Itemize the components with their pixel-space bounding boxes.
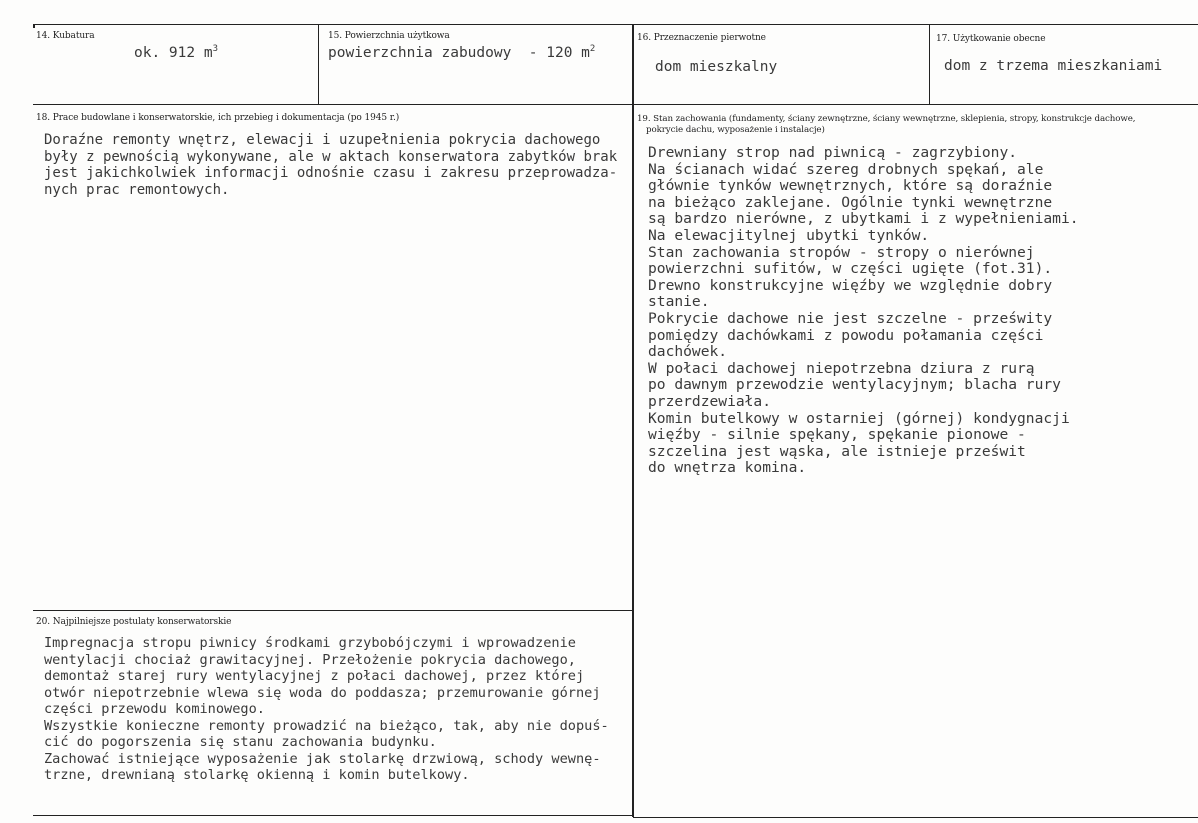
bottom-border-line xyxy=(33,815,633,816)
left-border-line xyxy=(33,24,35,28)
uzytkowanie-label: 17. Użytkowanie obecne xyxy=(936,34,1046,44)
top-border-line xyxy=(33,24,1198,25)
postulaty-label: 20. Najpilniejsze postulaty konserwatorskie xyxy=(36,617,232,627)
stan-line: pomiędzy dachówkami z powodu połamania części xyxy=(648,326,1044,344)
postulaty-line: Zachować istniejące wyposażenie jak stolarkę drzwiową, schody wewnę- xyxy=(44,750,601,767)
prace-line: jest jakichkolwiek informacji odnośnie czasu i zakresu przeprowadza- xyxy=(44,165,618,181)
prace-label: 18. Prace budowlane i konserwatorskie, ich przebieg i dokumentacja (po 1945 r.) xyxy=(36,113,400,123)
powierzchnia-unit-exponent: 2 xyxy=(589,44,596,54)
przeznaczenie-value: dom mieszkalny xyxy=(655,59,778,75)
stan-line: Pokrycie dachowe nie jest szczelne - prześwity xyxy=(648,309,1053,327)
postulaty-line: Wszystkie konieczne remonty prowadzić na bieżąco, tak, aby nie dopuś- xyxy=(44,717,609,734)
kubatura-unit-exponent: 3 xyxy=(212,44,218,54)
kubatura-value-text: ok. 912 m xyxy=(134,45,213,61)
przeznaczenie-label: 16. Przeznaczenie pierwotne xyxy=(637,33,766,43)
divider-15-16-main xyxy=(632,24,634,817)
postulaty-text xyxy=(44,635,609,784)
powierzchnia-label: 15. Powierzchnia użytkowa xyxy=(328,31,450,41)
stan-line: Komin butelkowy w ostarniej (górnej) kondygnacji xyxy=(648,409,1070,427)
uzytkowanie-value: dom z trzema mieszkaniami xyxy=(944,58,1163,74)
powierzchnia-value xyxy=(328,45,595,61)
prace-text xyxy=(44,132,617,198)
stan-line: Drewniany strop nad piwnicą - zagrzybiony. xyxy=(648,144,1018,161)
stan-line: na bieżąco zaklejane. Ogólnie tynki wewnętrzne xyxy=(648,193,1053,211)
kubatura-label: 14. Kubatura xyxy=(36,31,95,41)
stan-label-line1: 19. Stan zachowania (fundamenty, ściany zewnętrzne, ściany wewnętrzne, sklepienia, stropy, konstrukcje dachowe, xyxy=(637,114,1136,124)
postulaty-line: części przewodu kominowego. xyxy=(44,701,265,717)
prace-line: były z pewnością wykonywane, ale w aktach konserwatora zabytków brak xyxy=(44,148,618,165)
powierzchnia-value-text: powierzchnia zabudowy - 120 m xyxy=(328,45,590,61)
postulaty-line: wentylacji chociaż grawitacyjnej. Przełożenie pokrycia dachowego, xyxy=(44,651,576,668)
stan-line: głównie tynków wewnętrznych, które są doraźnie xyxy=(648,177,1053,195)
stan-text xyxy=(648,145,1079,477)
postulaty-line: otwór niepotrzebnie wlewa się woda do poddasza; przemurowanie górnej xyxy=(44,684,601,701)
postulaty-line: demontaż starej rury wentylacyjnej z połaci dachowej, przez której xyxy=(44,668,585,684)
stan-line: po dawnym przewodzie wentylacyjnym; blacha rury xyxy=(648,376,1061,394)
stan-line: dachówek. xyxy=(648,343,728,361)
postulaty-line: cić do pogorszenia się stanu zachowania budynku. xyxy=(44,734,437,750)
bottom-right-border-line xyxy=(633,817,1198,818)
stan-line: stanie. xyxy=(648,293,710,311)
stan-line: Na elewacjitylnej ubytki tynków. xyxy=(648,226,930,244)
postulaty-line: trzne, drewnianą stolarkę okienną i komin butelkowy. xyxy=(44,767,470,783)
divider-14-15 xyxy=(318,24,319,104)
stan-line: szczelina jest wąska, ale istnieje prześwit xyxy=(648,442,1026,460)
stan-line: do wnętrza komina. xyxy=(648,459,807,477)
stan-line: więźby - silnie spękany, spękanie pionowe - xyxy=(648,426,1026,444)
stan-line: Stan zachowania stropów - stropy o nierównej xyxy=(648,243,1035,261)
stan-line: powierzchni sufitów, w części ugięte (fot.31). xyxy=(648,260,1053,278)
section18-bottom-line xyxy=(33,610,633,611)
divider-16-17 xyxy=(929,24,930,104)
stan-line: przerdzewiała. xyxy=(648,392,772,410)
prace-line: nych prac remontowych. xyxy=(44,181,230,198)
stan-label-line2: pokrycie dachu, wyposażenie i instalacje) xyxy=(646,125,825,135)
prace-line: Doraźne remonty wnętrz, elewacji i uzupełnienia pokrycia dachowego xyxy=(44,132,601,148)
row1-bottom-line xyxy=(33,104,1198,105)
stan-line: Na ścianach widać szereg drobnych spękań, ale xyxy=(648,160,1044,178)
stan-line: W połaci dachowej niepotrzebna dziura z rurą xyxy=(648,359,1035,377)
stan-line: są bardzo nierówne, z ubytkami i z wypełnieniami. xyxy=(648,210,1079,228)
postulaty-line: Impregnacja stropu piwnicy środkami grzybobójczymi i wprowadzenie xyxy=(44,635,576,651)
stan-line: Drewno konstrukcyjne więźby we względnie dobry xyxy=(648,276,1053,294)
kubatura-value xyxy=(134,45,218,61)
